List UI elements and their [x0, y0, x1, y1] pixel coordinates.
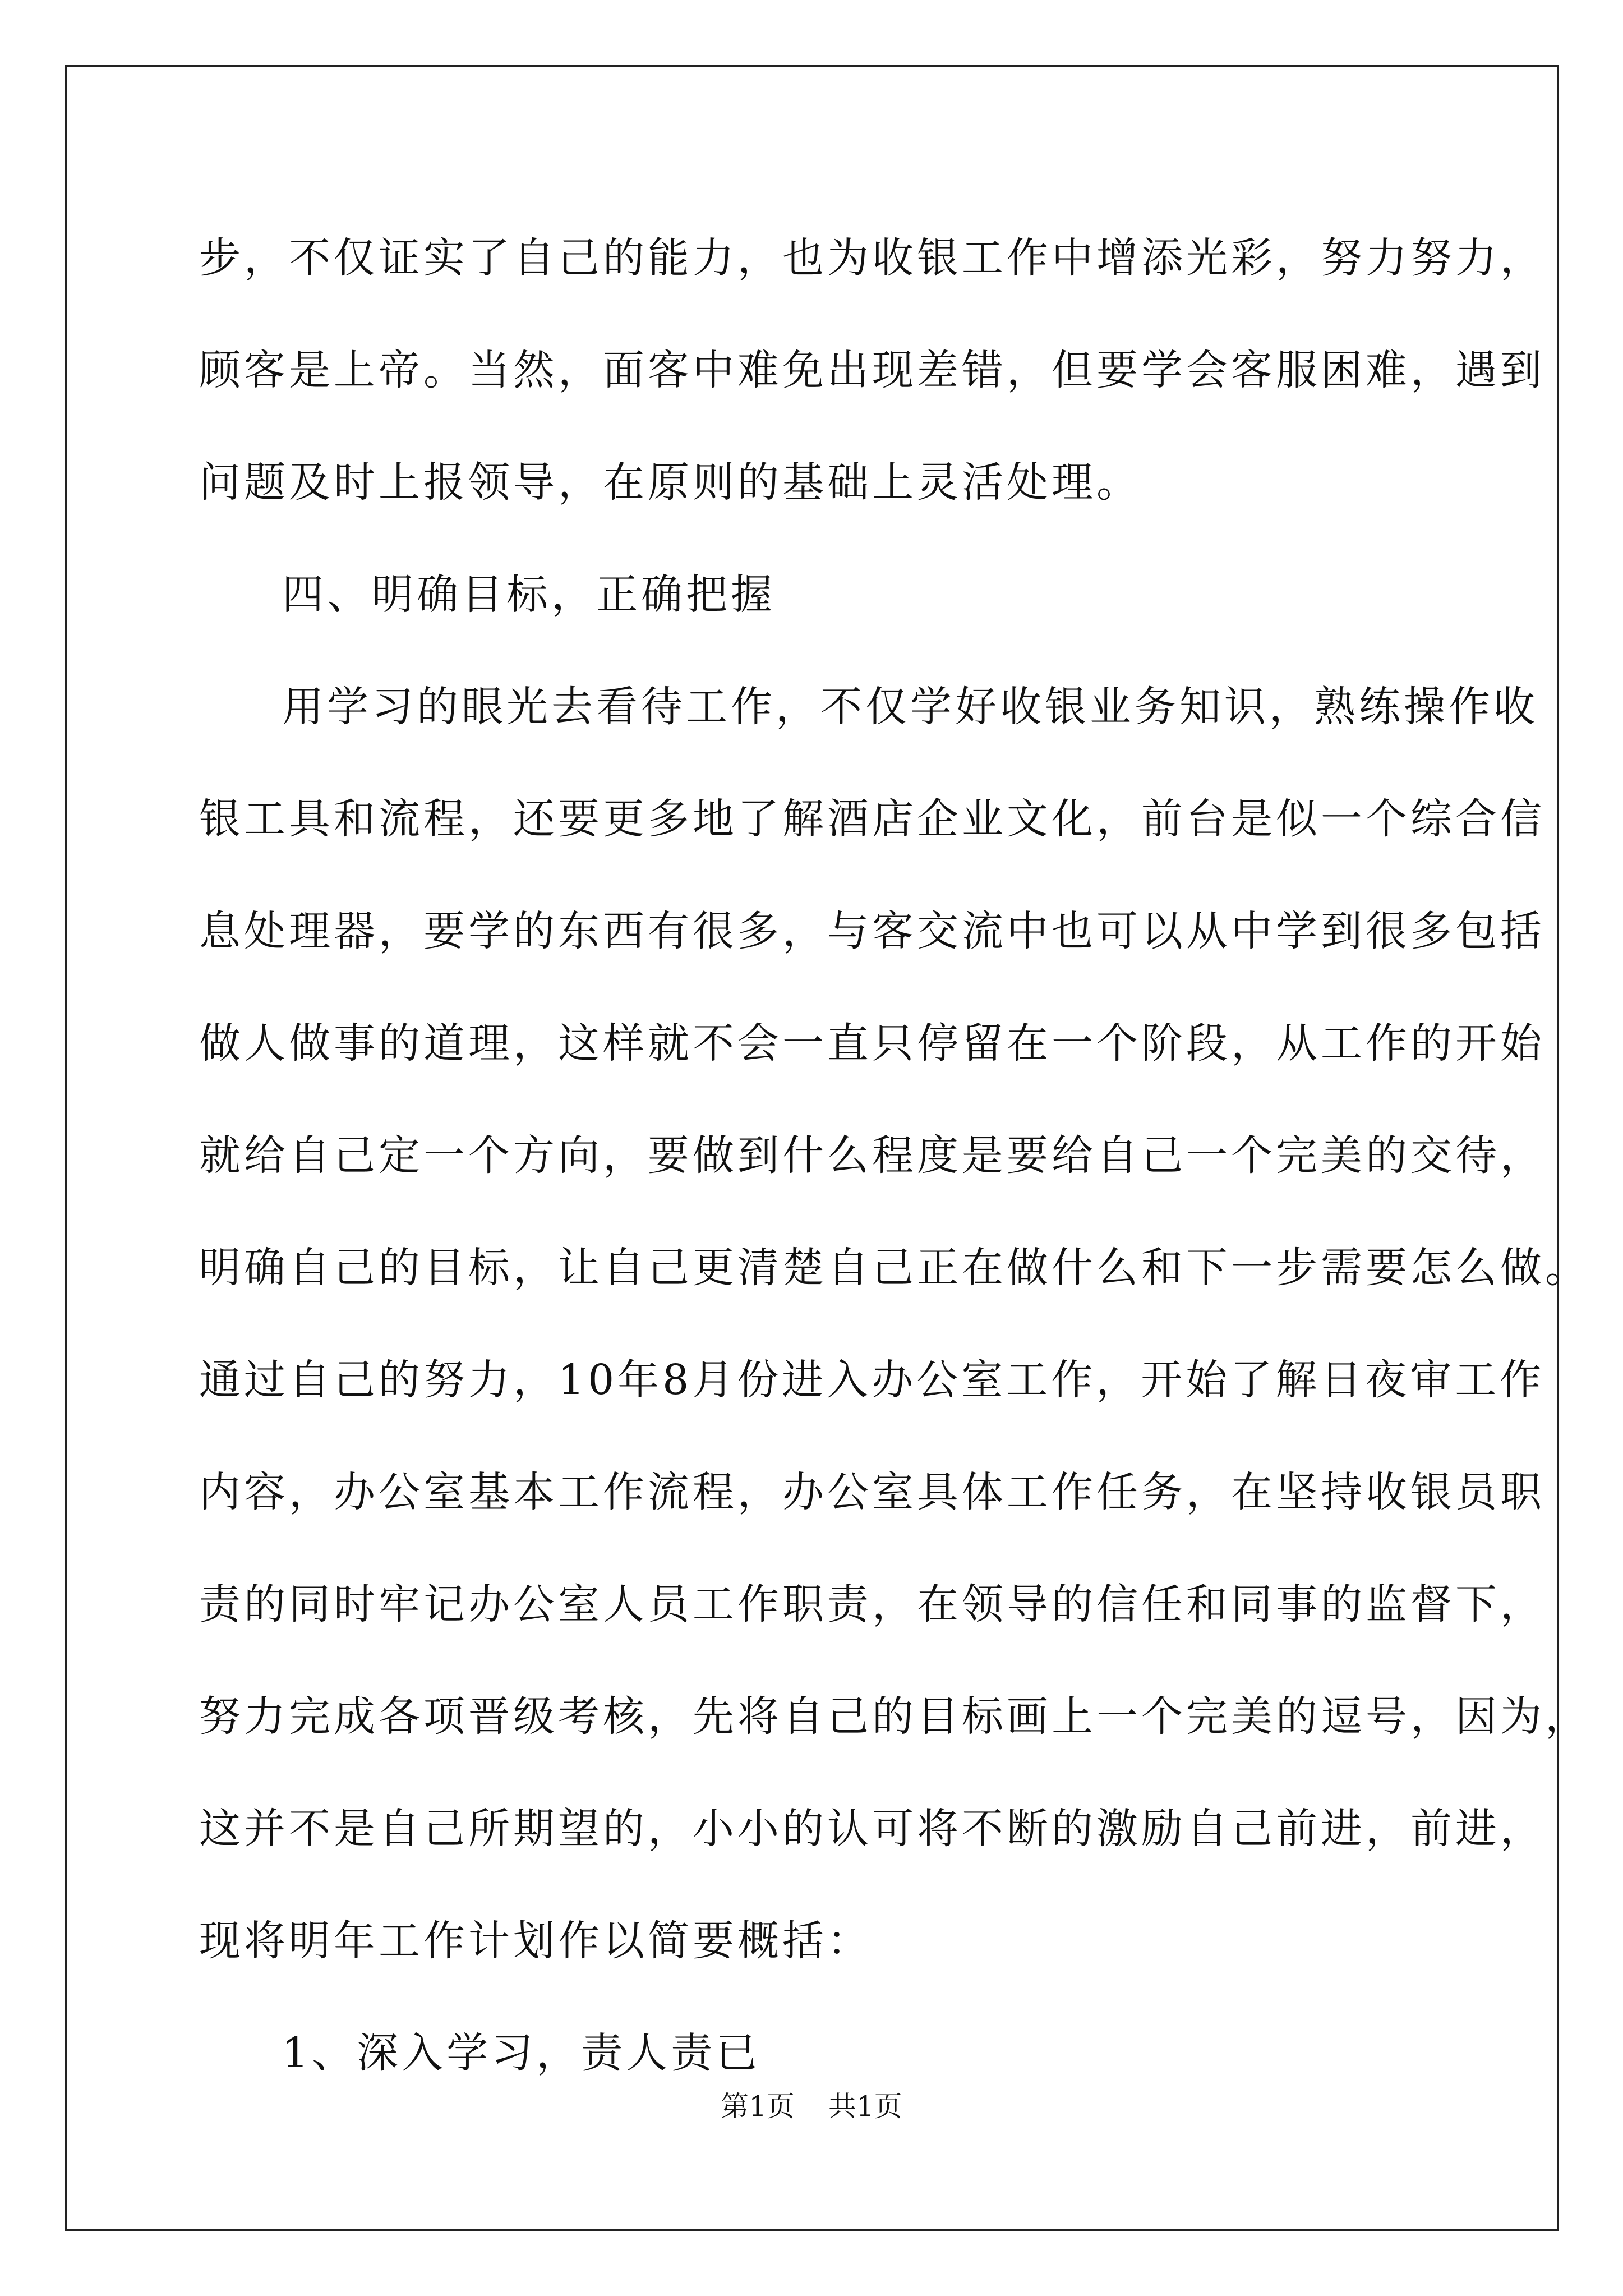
text-line: 内容，办公室基本工作流程，办公室具体工作任务，在坚持收银员职	[199, 1468, 1545, 1516]
text-line: 用学习的眼光去看待工作，不仅学好收银业务知识，熟练操作收	[282, 683, 1538, 731]
text-line: 明确自己的目标，让自己更清楚自己正在做什么和下一步需要怎么做。	[199, 1244, 1590, 1292]
document-body	[199, 202, 1590, 2109]
text-line: 息处理器，要学的东西有很多，与客交流中也可以从中学到很多包括	[199, 907, 1545, 955]
page-number: 第1页	[721, 2090, 795, 2123]
page-total: 共1页	[828, 2090, 902, 2123]
text-line: 现将明年工作计划作以简要概括：	[199, 1917, 872, 1965]
text-line: 顾客是上帝。当然，面客中难免出现差错，但要学会客服困难，遇到	[199, 346, 1545, 394]
list-item-heading: 1、深入学习，责人责已	[282, 2029, 761, 2077]
text-line: 做人做事的道理，这样就不会一直只停留在一个阶段，从工作的开始	[199, 1019, 1545, 1068]
section-heading: 四、明确目标，正确把握	[282, 570, 776, 619]
text-line: 这并不是自己所期望的，小小的认可将不断的激励自己前进，前进，	[199, 1805, 1545, 1853]
text-line: 努力完成各项晋级考核，先将自己的目标画上一个完美的逗号，因为，	[199, 1692, 1590, 1741]
text-line: 问题及时上报领导，在原则的基础上灵活处理。	[199, 458, 1141, 507]
page-footer	[0, 2087, 1623, 2126]
text-line: 银工具和流程，还要更多地了解酒店企业文化，前台是似一个综合信	[199, 795, 1545, 843]
text-line: 就给自己定一个方向，要做到什么程度是要给自己一个完美的交待，	[199, 1131, 1545, 1180]
text-line: 责的同时牢记办公室人员工作职责，在领导的信任和同事的监督下，	[199, 1580, 1545, 1628]
text-line: 步，不仅证实了自己的能力，也为收银工作中增添光彩，努力努力，	[199, 234, 1545, 282]
text-line: 通过自己的努力，10年8月份进入办公室工作，开始了解日夜审工作	[199, 1356, 1545, 1404]
